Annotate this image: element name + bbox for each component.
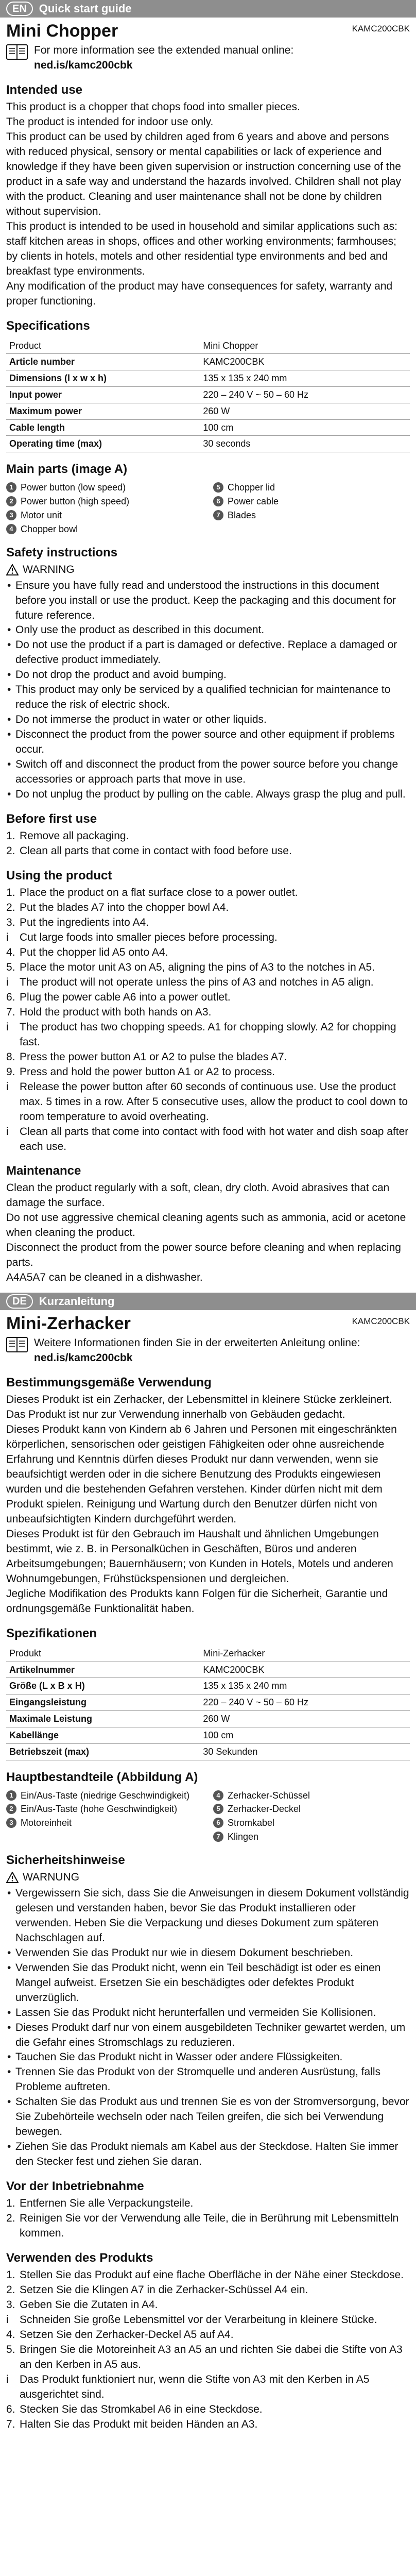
step-text: Setzen Sie die Klingen A7 in die Zerhacker-Schüssel A4 ein.	[20, 2284, 308, 2296]
step-text: Entfernen Sie alle Verpackungsteile.	[20, 2197, 194, 2210]
part-label: Zerhacker-Schüssel	[228, 1790, 310, 1801]
list-item	[6, 1080, 410, 1125]
list-item	[6, 2196, 410, 2211]
part-label: Motoreinheit	[21, 1818, 72, 1828]
manual-row-de	[6, 1336, 410, 1366]
part-label: Blades	[228, 510, 256, 520]
part-label: Zerhacker-Deckel	[228, 1804, 301, 1815]
info-marker: i	[6, 2314, 9, 2326]
step-number: 1.	[6, 2269, 15, 2281]
intended-paragraph: This product is a chopper that chops food into smaller pieces.	[6, 100, 300, 113]
manual-row-en	[6, 43, 410, 73]
list-item	[6, 960, 410, 975]
step-text: Press the power button A1 or A2 to pulse the blades A7.	[20, 1050, 287, 1063]
part-item	[6, 495, 203, 508]
intended-paragraph: Das Produkt ist nur zur Verwendung innerhalb von Gebäuden gedacht.	[6, 1409, 345, 1421]
step-text: Reinigen Sie vor der Verwendung alle Teile, die in Berührung mit Lebensmitteln kommen.	[20, 2212, 399, 2240]
list-item: • Tauchen Sie das Produkt nicht in Wasser oder andere Flüssigkeiten.	[6, 2050, 410, 2065]
part-number: 3	[6, 510, 16, 520]
list-item	[6, 2343, 410, 2372]
manual-description: For more information see the extended manual online:	[34, 44, 294, 56]
table-row	[6, 1743, 410, 1760]
list-item: • Do not drop the product and avoid bumping.	[6, 668, 410, 683]
part-number: 2	[6, 496, 16, 506]
list-item	[6, 1125, 410, 1155]
info-marker: i	[6, 1125, 9, 1138]
main-parts-heading: Hauptbestandteile (Abbildung A)	[6, 1770, 198, 1784]
title-row-de	[6, 1313, 410, 1334]
maintenance-body	[6, 1181, 410, 1285]
step-text: Press and hold the power button A1 or A2 to process.	[20, 1065, 275, 1078]
spec-label: Artikelnummer	[6, 1662, 200, 1678]
maintenance-paragraph: Disconnect the product from the power source before cleaning and when replacing parts.	[6, 1242, 401, 1269]
doc-title: Mini-Zerhacker	[6, 1314, 131, 1334]
step-text: Place the motor unit A3 on A5, aligning the pins of A3 to the notches in A5.	[20, 961, 375, 973]
specifications-table	[6, 1646, 410, 1760]
part-item	[213, 509, 410, 522]
maintenance-paragraph: A4A5A7 can be cleaned in a dishwasher.	[6, 1272, 203, 1284]
spec-label: Größe (L x B x H)	[6, 1678, 200, 1694]
part-item	[6, 1789, 203, 1802]
step-text: Place the product on a flat surface close to a power outlet.	[20, 887, 298, 899]
step-number: 3.	[6, 2299, 15, 2311]
list-item: • Disconnect the product from the power source and other equipment if problems occur.	[6, 727, 410, 757]
warning-triangle-icon	[6, 564, 19, 575]
intended-paragraph: This product is intended to be used in household and similar applications such as: staff kitchen areas in shops, offices and other working environments; farmhouses; by clients in hotels, motels and other residential type environments and bed and breakfast type environments.	[6, 220, 397, 277]
step-number: 2.	[6, 845, 15, 857]
part-number: 6	[213, 496, 223, 506]
spec-value: Mini-Zerhacker	[200, 1646, 410, 1662]
info-marker: i	[6, 1021, 9, 1033]
language-bar-title: Quick start guide	[39, 2, 132, 15]
step-text: The product has two chopping speeds. A1 for chopping slowly. A2 for chopping fast.	[20, 1021, 396, 1048]
part-label: Motor unit	[21, 510, 62, 520]
part-item	[213, 1803, 410, 1816]
step-number: 9.	[6, 1065, 15, 1078]
manual-description: Weitere Informationen finden Sie in der erweiterten Anleitung online:	[34, 1337, 360, 1349]
using-steps	[6, 886, 410, 1154]
specifications-table	[6, 338, 410, 453]
table-row	[6, 338, 410, 354]
intended-use-heading: Intended use	[6, 82, 83, 97]
step-text: Stecken Sie das Stromkabel A6 in eine Steckdose.	[20, 2403, 263, 2415]
list-item	[6, 886, 410, 901]
intended-use-body	[6, 1393, 410, 1617]
model-code: KAMC200CBK	[352, 1316, 410, 1327]
part-label: Klingen	[228, 1832, 259, 1842]
part-item	[213, 1789, 410, 1802]
part-label: Power button (high speed)	[21, 496, 130, 507]
step-text: Put the chopper lid A5 onto A4.	[20, 946, 168, 958]
part-number: 5	[213, 482, 223, 493]
title-row-en	[6, 21, 410, 41]
step-text: Stellen Sie das Produkt auf eine flache Oberfläche in der Nähe einer Steckdose.	[20, 2269, 404, 2281]
manual-link[interactable]: ned.is/kamc200cbk	[34, 59, 133, 71]
warning-label: WARNING	[23, 563, 75, 575]
list-item: • Only use the product as described in this document.	[6, 623, 410, 638]
step-text: Geben Sie die Zutaten in A4.	[20, 2299, 158, 2311]
list-item	[6, 945, 410, 960]
step-text: Halten Sie das Produkt mit beiden Händen an A3.	[20, 2418, 258, 2430]
model-code: KAMC200CBK	[352, 24, 410, 33]
part-label: Chopper lid	[228, 482, 275, 493]
list-item	[6, 2372, 410, 2402]
spec-value: 100 cm	[200, 1727, 410, 1743]
step-number: 8.	[6, 1050, 15, 1063]
spec-label: Betriebszeit (max)	[6, 1743, 200, 1760]
spec-value: 135 x 135 x 240 mm	[200, 370, 410, 387]
intended-paragraph: Dieses Produkt kann von Kindern ab 6 Jahren und Personen mit eingeschränkten körperlichen, sensorischen oder geistigen Fähigkeiten oder ohne ausreichende Erfahrung und Kenntnis dürfen dieses Produkt nur dann verwenden, wenn sie beaufsichtigt werden oder in die sichere Benutzung des Produkts eingewiesen wurden und die bestehenden Gefahren verstehen. Kinder dürfen nicht mit dem Produkt spielen. Reinigung und Wartung durch den Benutzer dürfen nicht von unbeaufsichtigten Kindern durchgeführt werden.	[6, 1423, 397, 1525]
list-item	[6, 2283, 410, 2298]
step-number: 5.	[6, 961, 15, 973]
intended-paragraph: This product can be used by children aged from 6 years and above and persons with reduced physical, sensory or mental capabilities or lack of experience and knowledge if they have been given supervision or instruction concerning use of the product in a safe way and understand the hazards involved. Children shall not play with the product. Cleaning and user maintenance shall not be done by children without supervision.	[6, 130, 401, 217]
using-heading: Using the product	[6, 869, 112, 883]
intended-paragraph: The product is intended for indoor use only.	[6, 115, 214, 128]
part-number: 4	[213, 1790, 223, 1801]
step-number: 6.	[6, 2403, 15, 2415]
list-item: • Verwenden Sie das Produkt nicht, wenn ein Teil beschädigt ist oder es einen Mangel aufweist. Ersetzen Sie ein beschädigtes oder defektes Produkt unverzüglich.	[6, 1961, 410, 2006]
step-number: 2.	[6, 2212, 15, 2225]
specifications-heading: Specifications	[6, 318, 90, 333]
spec-value: 220 – 240 V ~ 50 – 60 Hz	[200, 386, 410, 403]
step-number: 3.	[6, 916, 15, 928]
list-item: • This product may only be serviced by a qualified technician for maintenance to reduce the risk of electric shock.	[6, 683, 410, 713]
table-row	[6, 436, 410, 452]
step-text: Clean all parts that come into contact with food with hot water and dish soap after each use.	[20, 1125, 409, 1153]
intended-use-body	[6, 100, 410, 309]
step-number: 1.	[6, 887, 15, 899]
spec-label: Maximale Leistung	[6, 1711, 200, 1727]
part-number: 7	[213, 1832, 223, 1842]
table-row	[6, 354, 410, 370]
step-text: Cut large foods into smaller pieces before processing.	[20, 931, 278, 943]
list-item: • Do not immerse the product in water or other liquids.	[6, 713, 410, 727]
list-item	[6, 1020, 410, 1050]
step-number: 2.	[6, 2284, 15, 2296]
list-item: • Switch off and disconnect the product from the power source before you change accessories or approach parts that move in use.	[6, 757, 410, 787]
part-number: 1	[6, 482, 16, 493]
info-marker: i	[6, 931, 9, 943]
step-number: 4.	[6, 946, 15, 958]
step-text: Bringen Sie die Motoreinheit A3 an A5 an und richten Sie dabei die Stifte von A3 an den Kerben in A5 aus.	[20, 2343, 403, 2370]
part-label: Power cable	[228, 496, 279, 507]
step-text: Put the blades A7 into the chopper bowl A4.	[20, 902, 229, 914]
maintenance-paragraph: Clean the product regularly with a soft, clean, dry cloth. Avoid abrasives that can damage the surface.	[6, 1182, 390, 1209]
step-text: Hold the product with both hands on A3.	[20, 1006, 212, 1018]
part-label: Power button (low speed)	[21, 482, 126, 493]
list-item: • Dieses Produkt darf nur von einem ausgebildeten Techniker gewartet werden, um die Gefahr eines Stromschlags zu reduzieren.	[6, 2021, 410, 2050]
step-text: Put the ingredients into A4.	[20, 916, 149, 928]
intended-paragraph: Any modification of the product may have consequences for safety, warranty and proper functioning.	[6, 280, 393, 307]
part-item	[6, 481, 203, 494]
step-text: Release the power button after 60 seconds of continuous use. Use the product max. 5 times in a row. After 5 consecutive uses, allow the product to cool down to room temperature to avoid overheating.	[20, 1080, 408, 1123]
step-number: 1.	[6, 830, 15, 842]
step-text: Remove all packaging.	[20, 830, 129, 842]
spec-value: KAMC200CBK	[200, 1662, 410, 1678]
part-item	[6, 1817, 203, 1829]
table-row	[6, 1662, 410, 1678]
part-number: 6	[213, 1818, 223, 1828]
list-item	[6, 930, 410, 945]
list-item	[6, 2328, 410, 2343]
step-number: 1.	[6, 2197, 15, 2210]
list-item: • Ziehen Sie das Produkt niemals am Kabel aus der Steckdose. Halten Sie immer den Stecker fest und ziehen Sie daran.	[6, 2140, 410, 2170]
table-row	[6, 403, 410, 419]
part-number: 3	[6, 1818, 16, 1828]
part-label: Ein/Aus-Taste (niedrige Geschwindigkeit)	[21, 1790, 190, 1801]
main-parts-list	[6, 481, 410, 535]
spec-label: Dimensions (l x w x h)	[6, 370, 200, 387]
step-text: Schneiden Sie große Lebensmittel vor der Verarbeitung in kleinere Stücke.	[20, 2314, 377, 2326]
spec-value: 260 W	[200, 1711, 410, 1727]
warning-triangle-icon	[6, 1872, 19, 1883]
warning-row	[6, 1870, 410, 1885]
list-item	[6, 990, 410, 1005]
step-text: Das Produkt funktioniert nur, wenn die Stifte von A3 mit den Kerben in A5 ausgerichtet sind.	[20, 2373, 370, 2400]
step-text: The product will not operate unless the pins of A3 and notches in A5 align.	[20, 976, 374, 988]
step-number: 2.	[6, 902, 15, 914]
part-item	[213, 1817, 410, 1829]
step-text: Clean all parts that come in contact with food before use.	[20, 845, 292, 857]
language-bar-en	[0, 0, 416, 18]
spec-label: Article number	[6, 354, 200, 370]
spec-value: 135 x 135 x 240 mm	[200, 1678, 410, 1694]
spec-label: Operating time (max)	[6, 436, 200, 452]
table-row	[6, 1678, 410, 1694]
main-parts-list	[6, 1789, 410, 1843]
intended-paragraph: Jegliche Modifikation des Produkts kann Folgen für die Sicherheit, Garantie und ordnungsgemäße Funktionalität haben.	[6, 1587, 388, 1615]
safety-list	[6, 579, 410, 803]
table-row	[6, 1646, 410, 1662]
spec-value: 220 – 240 V ~ 50 – 60 Hz	[200, 1694, 410, 1711]
part-item	[213, 1831, 410, 1843]
info-marker: i	[6, 2373, 9, 2385]
part-number: 1	[6, 1790, 16, 1801]
before-first-use-heading: Before first use	[6, 812, 97, 826]
part-item	[6, 523, 203, 536]
list-item	[6, 829, 410, 844]
language-code-badge: DE	[6, 1294, 33, 1309]
using-steps	[6, 2268, 410, 2432]
list-item	[6, 975, 410, 990]
spec-label: Produkt	[6, 1646, 200, 1662]
before-first-use-heading: Vor der Inbetriebnahme	[6, 2179, 144, 2194]
info-marker: i	[6, 1080, 9, 1093]
list-item	[6, 844, 410, 859]
step-number: 7.	[6, 2418, 15, 2430]
list-item	[6, 2402, 410, 2417]
list-item	[6, 1005, 410, 1020]
list-item: • Do not unplug the product by pulling on the cable. Always grasp the plug and pull.	[6, 787, 410, 802]
manual-book-icon	[6, 1337, 28, 1353]
part-item	[6, 509, 203, 522]
spec-label: Maximum power	[6, 403, 200, 419]
intended-paragraph: Dieses Produkt ist ein Zerhacker, der Lebensmittel in kleinere Stücke zerkleinert.	[6, 1394, 392, 1406]
list-item	[6, 916, 410, 930]
step-number: 7.	[6, 1006, 15, 1018]
table-row	[6, 386, 410, 403]
part-label: Stromkabel	[228, 1818, 275, 1828]
list-item	[6, 2417, 410, 2432]
step-text: Setzen Sie den Zerhacker-Deckel A5 auf A4.	[20, 2329, 234, 2341]
table-row	[6, 1727, 410, 1743]
list-item	[6, 1050, 410, 1065]
part-number: 4	[6, 524, 16, 534]
list-item	[6, 1065, 410, 1080]
intended-use-heading: Bestimmungsgemäße Verwendung	[6, 1376, 212, 1390]
info-marker: i	[6, 976, 9, 988]
part-item-empty	[6, 1831, 203, 1843]
warning-label: WARNUNG	[23, 1871, 80, 1883]
part-item	[6, 1803, 203, 1816]
spec-label: Kabellänge	[6, 1727, 200, 1743]
maintenance-paragraph: Do not use aggressive chemical cleaning agents such as ammonia, acid or acetone when cleaning the product.	[6, 1212, 406, 1239]
spec-value: Mini Chopper	[200, 338, 410, 354]
table-row	[6, 1694, 410, 1711]
table-row	[6, 1711, 410, 1727]
spec-label: Eingangsleistung	[6, 1694, 200, 1711]
manual-book-icon	[6, 44, 28, 61]
list-item	[6, 901, 410, 916]
list-item: • Lassen Sie das Produkt nicht herunterfallen und vermeiden Sie Kollisionen.	[6, 2006, 410, 2021]
table-row	[6, 419, 410, 436]
spec-label: Input power	[6, 386, 200, 403]
table-row	[6, 370, 410, 387]
main-parts-heading: Main parts (image A)	[6, 462, 128, 477]
language-bar-title: Kurzanleitung	[39, 1295, 115, 1308]
spec-value: 30 Sekunden	[200, 1743, 410, 1760]
part-number: 5	[213, 1804, 223, 1814]
intended-paragraph: Dieses Produkt ist für den Gebrauch im Haushalt und ähnlichen Umgebungen bestimmt, wie z. B. in Personalküchen in Geschäften, Büros und anderen Arbeitsumgebungen; Bauernhäusern; von Kunden in Hotels, Motels und anderen Wohnumgebungen, Frühstückspensionen und dergleichen.	[6, 1528, 393, 1585]
list-item	[6, 2211, 410, 2241]
part-number: 7	[213, 510, 223, 520]
manual-text	[34, 1336, 360, 1366]
manual-text	[34, 43, 293, 73]
step-number: 5.	[6, 2343, 15, 2355]
list-item	[6, 2268, 410, 2283]
spec-value: 100 cm	[200, 419, 410, 436]
list-item: • Do not use the product if a part is damaged or defective. Replace a damaged or defective product immediately.	[6, 638, 410, 668]
safety-heading: Safety instructions	[6, 545, 118, 560]
using-heading: Verwenden des Produkts	[6, 2251, 153, 2265]
spec-value: 260 W	[200, 403, 410, 419]
list-item: • Ensure you have fully read and understood the instructions in this document before you install or use the product. Keep the packaging and this document for future reference.	[6, 579, 410, 623]
before-first-use-steps	[6, 2196, 410, 2241]
step-number: 4.	[6, 2329, 15, 2341]
part-number: 2	[6, 1804, 16, 1814]
list-item: • Verwenden Sie das Produkt nur wie in diesem Dokument beschrieben.	[6, 1946, 410, 1961]
specifications-heading: Spezifikationen	[6, 1626, 97, 1640]
spec-label: Cable length	[6, 419, 200, 436]
language-bar-de	[0, 1293, 416, 1310]
manual-link[interactable]: ned.is/kamc200cbk	[34, 1352, 133, 1364]
list-item: • Vergewissern Sie sich, dass Sie die Anweisungen in diesem Dokument vollständig gelesen und verstanden haben, bevor Sie das Produkt installieren oder verwenden. Heben Sie die Verpackung und dieses Dokument zum späteren Nachschlagen auf.	[6, 1886, 410, 1946]
spec-value: 30 seconds	[200, 436, 410, 452]
part-item	[213, 481, 410, 494]
list-item	[6, 2313, 410, 2328]
list-item: • Schalten Sie das Produkt aus und trennen Sie es von der Stromversorgung, bevor Sie Zubehörteile wechseln oder nach Teilen greifen, die sich bei Verwendung bewegen.	[6, 2095, 410, 2140]
warning-row	[6, 563, 410, 578]
part-item	[213, 495, 410, 508]
doc-title: Mini Chopper	[6, 21, 118, 41]
spec-value: KAMC200CBK	[200, 354, 410, 370]
step-number: 6.	[6, 991, 15, 1003]
maintenance-heading: Maintenance	[6, 1164, 81, 1178]
language-code-badge: EN	[6, 2, 33, 16]
spec-label: Product	[6, 338, 200, 354]
safety-list	[6, 1886, 410, 2170]
before-first-use-steps	[6, 829, 410, 859]
list-item: • Trennen Sie das Produkt von der Stromquelle und anderen Ausrüstung, falls Probleme auftreten.	[6, 2065, 410, 2095]
safety-heading: Sicherheitshinweise	[6, 1853, 125, 1867]
part-label: Chopper bowl	[21, 523, 78, 534]
part-label: Ein/Aus-Taste (hohe Geschwindigkeit)	[21, 1804, 178, 1815]
list-item	[6, 2298, 410, 2313]
step-text: Plug the power cable A6 into a power outlet.	[20, 991, 231, 1003]
